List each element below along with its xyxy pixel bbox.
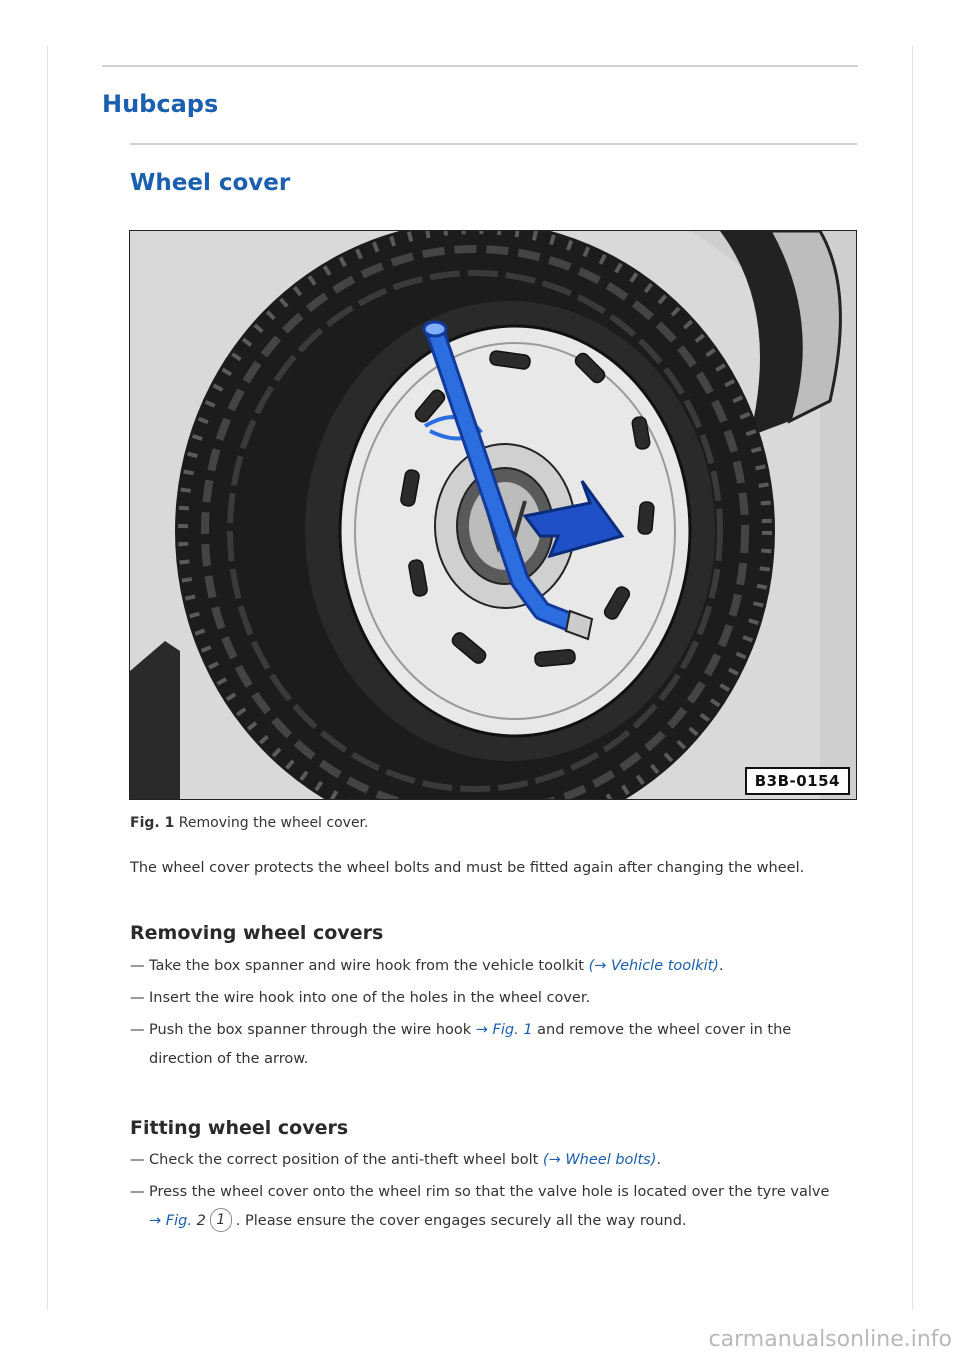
step-dash: — <box>130 990 145 1006</box>
step-end: . <box>656 1152 661 1168</box>
figure-caption <box>130 815 368 831</box>
figure-caption-text: Removing the wheel cover. <box>178 815 369 831</box>
step-dash: — <box>130 1152 145 1168</box>
top-rule <box>102 65 858 67</box>
removing-step-3 <box>130 1016 850 1074</box>
ref-arrow: → <box>149 1213 162 1229</box>
step-dash: — <box>130 1022 145 1038</box>
step-dash: — <box>130 958 145 974</box>
section-title: Wheel cover <box>130 170 291 196</box>
step-dash: — <box>130 1184 145 1200</box>
removing-heading: Removing wheel covers <box>130 922 384 944</box>
page-title: Hubcaps <box>102 90 219 118</box>
step-text: Press the wheel cover onto the wheel rim so that the valve hole is located over the tyre valve <box>149 1184 830 1200</box>
figure-code: B3B-0154 <box>745 767 850 795</box>
vehicle-toolkit-link[interactable]: (→ Vehicle toolkit) <box>588 958 719 974</box>
step-continuation: direction of the arrow. <box>149 1051 309 1067</box>
removing-step-2 <box>130 984 850 1013</box>
intro-paragraph: The wheel cover protects the wheel bolts and must be fitted again after changing the wheel. <box>130 860 805 876</box>
fitting-step-2 <box>130 1178 850 1236</box>
watermark: carmanualsonline.info <box>708 1327 952 1352</box>
left-margin-line <box>47 45 48 1310</box>
right-margin-line <box>912 45 913 1310</box>
wheel-illustration <box>130 231 856 799</box>
fig-1-link[interactable]: → Fig. 1 <box>475 1022 533 1038</box>
ref-fig: Fig. <box>165 1213 192 1229</box>
step-text: Push the box spanner through the wire hook <box>149 1022 472 1038</box>
ref-fig-number: 2 <box>196 1213 206 1229</box>
fig-2-link[interactable] <box>149 1213 192 1229</box>
removing-step-1 <box>130 952 850 981</box>
step-text: Take the box spanner and wire hook from the vehicle toolkit <box>149 958 584 974</box>
step-continuation-text: . Please ensure the cover engages securely all the way round. <box>235 1213 687 1229</box>
section-rule <box>130 143 857 145</box>
wheel-bolts-link[interactable]: (→ Wheel bolts) <box>542 1152 657 1168</box>
fitting-heading: Fitting wheel covers <box>130 1117 349 1139</box>
step-text: Insert the wire hook into one of the holes in the wheel cover. <box>149 990 591 1006</box>
figure-label: Fig. 1 <box>130 815 175 831</box>
step-text: Check the correct position of the anti-theft wheel bolt <box>149 1152 539 1168</box>
step-end: . <box>718 958 724 974</box>
step-continuation <box>130 1207 850 1236</box>
fitting-step-1 <box>130 1146 850 1175</box>
figure-wheel-cover <box>129 230 857 800</box>
step-text-end: and remove the wheel cover in the <box>537 1022 792 1038</box>
callout-marker: 1 <box>210 1208 232 1232</box>
